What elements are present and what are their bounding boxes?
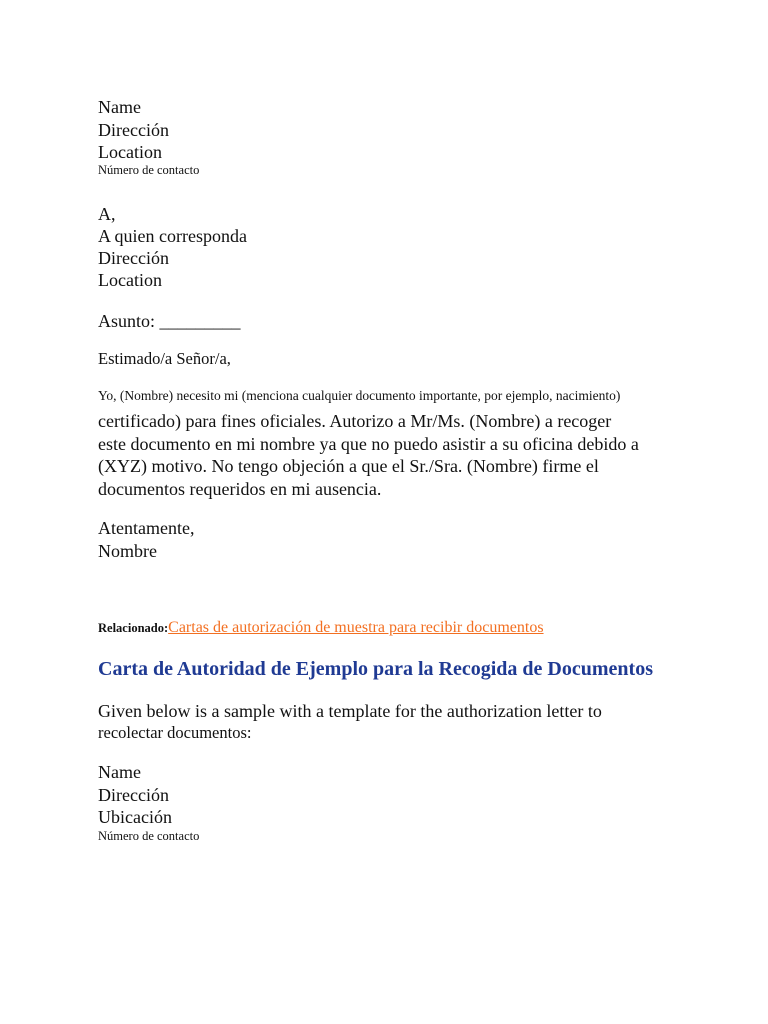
closing-block — [98, 517, 194, 562]
related-line — [98, 617, 544, 639]
closing-name: Nombre — [98, 540, 157, 561]
body-line: este documento en mi nombre ya que no puedo asistir a su oficina debido a — [98, 433, 639, 454]
sender-location: Location — [98, 142, 162, 162]
sample-sender-contact: Número de contacto — [98, 829, 200, 843]
body-line: (XYZ) motivo. No tengo objeción a que el Sr./Sra. (Nombre) firme el — [98, 456, 599, 476]
recipient-whom: A quien corresponda — [98, 226, 247, 246]
intro-line-1: Given below is a sample with a template for the authorization letter to — [98, 701, 602, 721]
recipient-block — [98, 203, 247, 291]
related-label: Relacionado: — [98, 621, 169, 635]
closing-sign-off: Atentamente, — [98, 518, 195, 538]
section-heading: Carta de Autoridad de Ejemplo para la Recogida de Documentos — [98, 658, 653, 680]
recipient-address: Dirección — [98, 248, 169, 268]
sender-name: Name — [98, 97, 141, 117]
recipient-location: Location — [98, 270, 162, 290]
body-line: documentos requeridos en mi ausencia. — [98, 478, 382, 499]
sender-block — [98, 96, 169, 164]
sample-sender-location: Ubicación — [98, 807, 172, 827]
sample-sender-block — [98, 761, 172, 829]
body-first-line: Yo, (Nombre) necesito mi (menciona cualquier documento importante, por ejemplo, nacimiento) — [98, 388, 621, 403]
body-paragraph — [98, 410, 639, 500]
sample-sender-address: Dirección — [98, 784, 169, 805]
sender-address: Dirección — [98, 119, 169, 140]
sender-contact: Número de contacto — [98, 163, 200, 177]
intro-line-2: recolectar documentos: — [98, 723, 252, 742]
recipient-to: A, — [98, 204, 116, 224]
body-line: certificado) para fines oficiales. Autorizo a Mr/Ms. (Nombre) a recoger — [98, 411, 612, 431]
related-link[interactable]: Cartas de autorización de muestra para recibir documentos — [168, 619, 544, 636]
subject-line: Asunto: _________ — [98, 311, 241, 331]
greeting: Estimado/a Señor/a, — [98, 349, 231, 368]
sample-sender-name: Name — [98, 762, 141, 782]
